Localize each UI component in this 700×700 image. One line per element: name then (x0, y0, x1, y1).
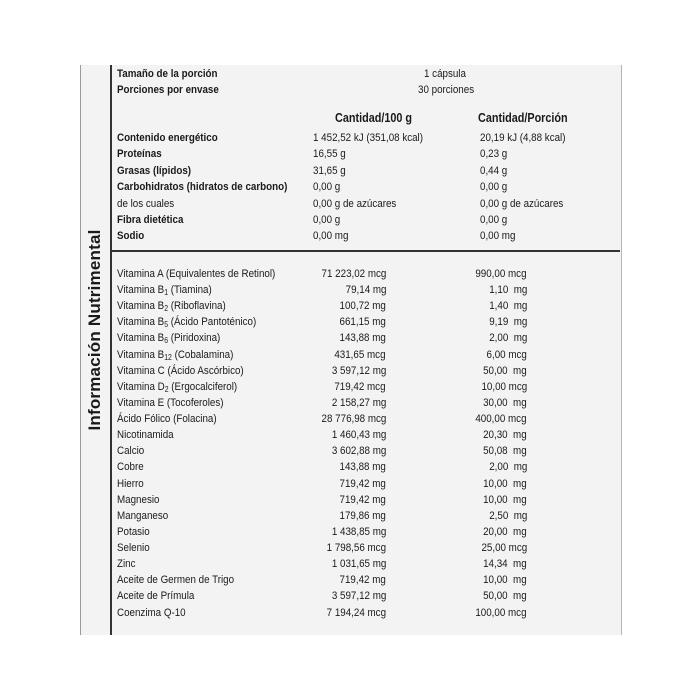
micro-label: Hierro (117, 477, 144, 490)
micro-per-serving: 9,19 mg (488, 316, 527, 329)
micro-per-serving: 2,00 mg (488, 332, 527, 345)
micro-per-100g: 719,42 mcg (334, 380, 386, 393)
micro-per-serving: 990,00 mcg (475, 268, 527, 280)
micro-label-suffix: (Ácido Pantoténico) (168, 316, 257, 329)
micro-per-100g: 2 158,27 mg (331, 396, 386, 409)
micro-label-suffix: (Tiamina) (168, 284, 212, 297)
section-divider (110, 250, 620, 252)
micro-per-serving: 10,00 mg (483, 493, 527, 506)
micro-label: Aceite de Prímula (117, 590, 195, 603)
micro-label-suffix: (Piridoxina) (168, 332, 221, 345)
micro-label-subscript: 5 (164, 320, 169, 330)
micro-per-serving: 20,30 mg (483, 429, 527, 442)
micro-label: Zinc (117, 558, 136, 571)
micro-label: Coenzima Q-10 (117, 606, 186, 619)
micro-per-serving: 30,00 mg (483, 396, 527, 409)
micro-label (117, 283, 212, 300)
micro-label: Vitamina C (Ácido Ascórbico) (117, 364, 244, 377)
micro-per-serving: 2,50 mg (488, 509, 527, 522)
macro-per-100g: 0,00 g (313, 214, 341, 226)
macro-label: Fibra dietética (117, 214, 184, 226)
header-per-serving: Cantidad/Porción (478, 111, 568, 125)
micro-per-serving: 6,00 mcg (486, 348, 527, 361)
macro-per-100g: 1 452,52 kJ (351,08 kcal) (313, 132, 423, 144)
micro-label: Manganeso (117, 509, 169, 522)
macro-per-serving: 20,19 kJ (4,88 kcal) (480, 132, 566, 144)
micro-per-serving: 50,00 mg (483, 364, 527, 377)
serving-size-value: 1 cápsula (424, 68, 466, 80)
micro-per-serving: 10,00 mg (483, 477, 527, 490)
micro-per-serving: 10,00 mcg (481, 380, 527, 393)
panel-title: Información Nutrimental (85, 229, 104, 431)
micro-per-serving: 20,00 mg (483, 525, 527, 538)
macro-per-100g: 16,55 g (313, 148, 346, 161)
micro-per-100g: 1 460,43 mg (331, 429, 386, 442)
micro-label-prefix: Vitamina D (117, 380, 165, 393)
macro-per-serving: 0,00 g (480, 181, 508, 194)
macro-label: de los cuales (117, 197, 175, 210)
macro-per-100g: 0,00 g (313, 181, 341, 194)
micro-per-100g: 3 597,12 mg (331, 590, 386, 603)
micro-per-100g: 79,14 mg (345, 284, 386, 297)
micro-label-suffix: (Cobalamina) (171, 348, 234, 361)
micro-label-prefix: Vitamina B (117, 300, 165, 313)
micro-per-100g: 719,42 mg (339, 574, 386, 587)
micro-label-subscript: 2 (164, 384, 169, 394)
micro-per-100g: 1 438,85 mg (331, 525, 386, 538)
micro-label: Aceite de Germen de Trigo (117, 574, 235, 587)
micro-label-prefix: Vitamina B (117, 348, 165, 361)
macro-label: Grasas (lípidos) (117, 164, 192, 177)
micro-per-100g: 661,15 mg (339, 316, 386, 329)
micro-label-suffix: (Riboflavina) (168, 300, 226, 313)
micro-label (117, 315, 256, 332)
macro-per-serving: 0,23 g (480, 148, 508, 161)
macro-per-serving: 0,00 g de azúcares (480, 197, 564, 210)
macro-label: Carbohidratos (hidratos de carbono) (117, 181, 288, 194)
micro-label-subscript: 2 (164, 304, 169, 314)
micro-per-serving: 1,40 mg (488, 300, 527, 313)
micro-label-prefix: Vitamina B (117, 284, 165, 297)
micro-label-subscript: 1 (164, 288, 169, 298)
micro-label (117, 331, 220, 348)
macro-per-100g: 0,00 mg (313, 230, 349, 243)
micro-per-100g: 100,72 mg (339, 300, 386, 313)
servings-per-pack-label: Porciones por envase (117, 84, 219, 96)
micro-per-serving: 25,00 mcg (481, 542, 527, 555)
header-per-100g: Cantidad/100 g (335, 111, 413, 125)
micro-label: Nicotinamida (117, 429, 174, 442)
micro-per-100g: 143,88 mg (339, 461, 386, 474)
micro-per-serving: 10,00 mg (483, 574, 527, 587)
vertical-divider (110, 65, 112, 635)
micro-label: Selenio (117, 542, 150, 555)
micro-label: Vitamina A (Equivalentes de Retinol) (117, 268, 276, 280)
micro-label (117, 299, 226, 316)
micro-per-serving: 1,10 mg (488, 284, 527, 297)
micro-label: Ácido Fólico (Folacina) (117, 413, 217, 426)
macro-per-serving: 0,00 mg (480, 230, 516, 243)
macro-per-serving: 0,44 g (480, 164, 508, 177)
micro-label: Potasio (117, 525, 150, 538)
micro-per-100g: 1 031,65 mg (331, 558, 386, 571)
micro-label: Calcio (117, 445, 145, 458)
micro-label (117, 380, 237, 397)
micro-per-100g: 431,65 mcg (334, 348, 386, 361)
micro-per-serving: 50,08 mg (483, 445, 527, 458)
micro-label-subscript: 6 (164, 336, 169, 346)
micro-label-subscript: 12 (164, 352, 172, 362)
micro-label-prefix: Vitamina B (117, 332, 165, 345)
micro-per-100g: 3 597,12 mg (331, 364, 386, 377)
macro-per-serving: 0,00 g (480, 214, 508, 226)
micro-per-serving: 400,00 mcg (475, 413, 527, 426)
micro-per-serving: 14,34 mg (483, 558, 527, 571)
micro-per-100g: 28 776,98 mcg (321, 413, 386, 426)
micro-per-100g: 1 798,56 mcg (326, 542, 386, 555)
micro-per-100g: 3 602,88 mg (331, 445, 386, 458)
servings-per-pack-value: 30 porciones (418, 84, 475, 96)
micro-per-serving: 100,00 mcg (475, 606, 527, 619)
micro-per-100g: 7 194,24 mcg (326, 606, 386, 619)
micro-label: Magnesio (117, 493, 160, 506)
micro-per-serving: 2,00 mg (488, 461, 527, 474)
macro-label: Proteínas (117, 148, 162, 161)
serving-size-label: Tamaño de la porción (117, 68, 218, 80)
micro-label: Vitamina E (Tocoferoles) (117, 396, 224, 409)
macro-label: Sodio (117, 230, 145, 243)
micro-label (117, 348, 233, 365)
micro-per-100g: 719,42 mg (339, 477, 386, 490)
micro-per-100g: 719,42 mg (339, 493, 386, 506)
micro-per-100g: 143,88 mg (339, 332, 386, 345)
micro-label-suffix: (Ergocalciferol) (168, 380, 238, 393)
macro-label: Contenido energético (117, 132, 218, 144)
micro-label-prefix: Vitamina B (117, 316, 165, 329)
micro-per-serving: 50,00 mg (483, 590, 527, 603)
micro-per-100g: 179,86 mg (339, 509, 386, 522)
macro-per-100g: 0,00 g de azúcares (313, 197, 397, 210)
macro-per-100g: 31,65 g (313, 164, 346, 177)
micro-label: Cobre (117, 461, 144, 474)
micro-per-100g: 71 223,02 mcg (321, 268, 386, 280)
